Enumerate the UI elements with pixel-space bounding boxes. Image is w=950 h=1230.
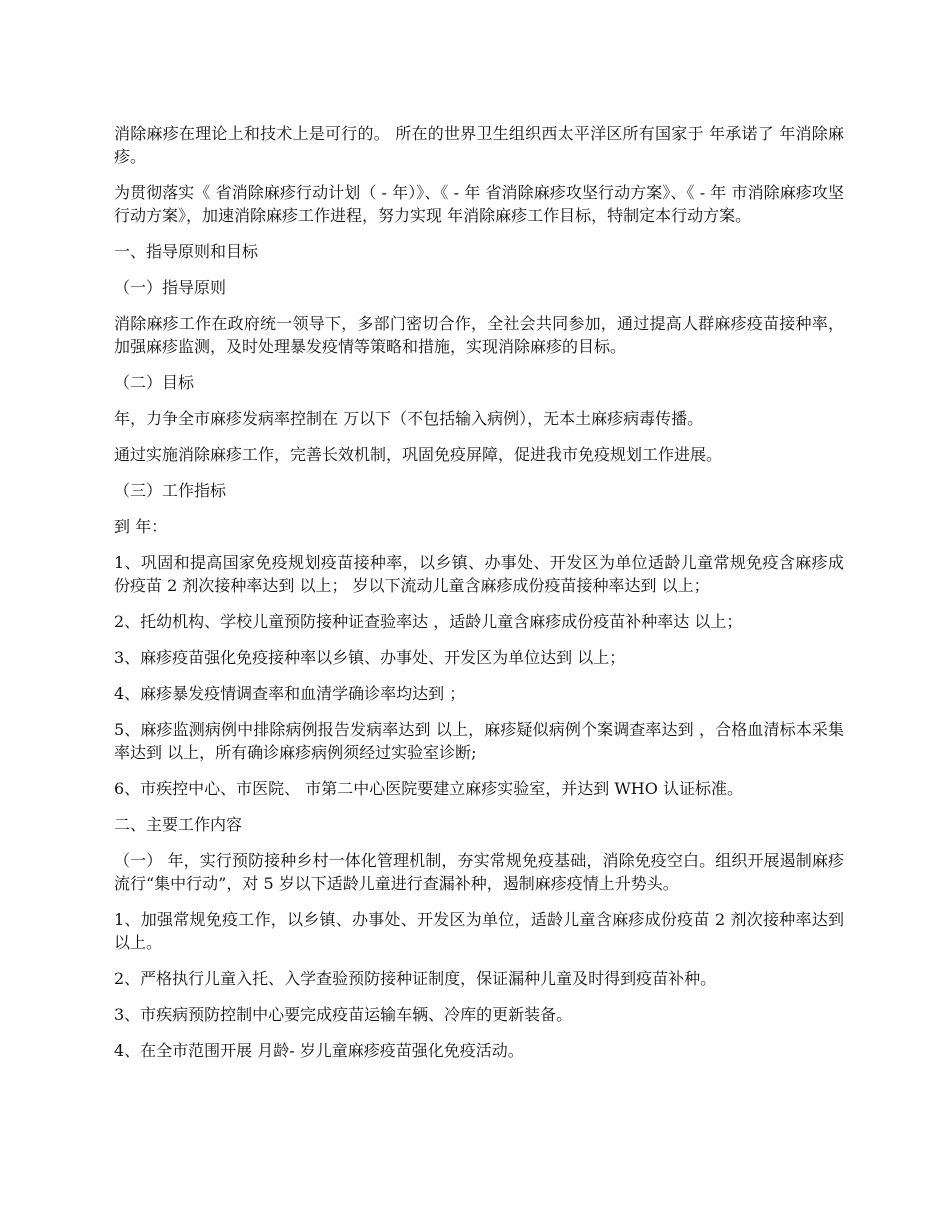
indicator-item-2: 2、托幼机构、学校儿童预防接种证查验率达 ，适龄儿童含麻疹成份疫苗补种率达 以上； (114, 612, 743, 631)
work-item-4: 4、在全市范围开展 月龄- 岁儿童麻疹疫苗强化免疫活动。 (114, 1041, 524, 1060)
section-heading-2: 二、主要工作内容 (114, 815, 243, 834)
work-item-2: 2、严格执行儿童入托、入学查验预防接种证制度，保证漏种儿童及时得到疫苗补种。 (114, 969, 717, 988)
goal-paragraph-2: 通过实施消除麻疹工作，完善长效机制，巩固免疫屏障，促进我市免疫规划工作进展。 (114, 445, 723, 464)
work-content-paragraph: （一） 年，实行预防接种乡村一体化管理机制，夯实常规免疫基础，消除免疫空白。组织开展遏制麻疹流行“集中行动”，对 5 岁以下适龄儿童进行查漏补种，遏制麻疹疫情上升势头。 (114, 851, 844, 893)
section-heading-1: 一、指导原则和目标 (114, 242, 259, 261)
indicator-item-5: 5、麻疹监测病例中排除病例报告发病率达到 以上，麻疹疑似病例个案调查率达到 ，合格血清标本采集率达到 以上，所有确诊麻疹病例须经过实验室诊断; (114, 720, 844, 762)
work-item-3: 3、市疾病预防控制中心要完成疫苗运输车辆、冷库的更新装备。 (114, 1005, 573, 1024)
indicator-item-4: 4、麻疹暴发疫情调查率和血清学确诊率均达到 ； (114, 684, 466, 703)
subsection-heading-goals: （二）目标 (114, 373, 195, 392)
subsection-heading-indicators: （三）工作指标 (114, 481, 227, 500)
goal-paragraph-1: 年，力争全市麻疹发病率控制在 万以下（不包括输入病例），无本土麻疹病毒传播。 (114, 409, 704, 428)
purpose-paragraph: 为贯彻落实《 省消除麻疹行动计划（ - 年）》、《 - 年 省消除麻疹攻坚行动方案》、《 - 年 市消除麻疹攻坚行动方案》，加速消除麻疹工作进程，努力实现 年消除麻疹工作目标，特制定本行动方案。 (114, 183, 844, 225)
subsection-heading-principles: （一）指导原则 (114, 278, 227, 297)
document-page (114, 122, 844, 1075)
indicator-item-6: 6、市疾控中心、市医院、 市第二中心医院要建立麻疹实验室，并达到 WHO 认证标准。 (114, 779, 743, 798)
indicator-item-1: 1、巩固和提高国家免疫规划疫苗接种率，以乡镇、办事处、开发区为单位适龄儿童常规免疫含麻疹成份疫苗 2 剂次接种率达到 以上； 岁以下流动儿童含麻疹成份疫苗接种率达到 以上； (114, 553, 844, 595)
indicators-intro: 到 年： (114, 517, 168, 536)
indicator-item-3: 3、麻疹疫苗强化免疫接种率以乡镇、办事处、开发区为单位达到 以上； (114, 648, 626, 667)
intro-paragraph: 消除麻疹在理论上和技术上是可行的。 所在的世界卫生组织西太平洋区所有国家于 年承诺了 年消除麻疹。 (114, 124, 844, 166)
principles-paragraph: 消除麻疹工作在政府统一领导下，多部门密切合作，全社会共同参加，通过提高人群麻疹疫苗接种率，加强麻疹监测，及时处理暴发疫情等策略和措施，实现消除麻疹的目标。 (114, 314, 844, 356)
work-item-1: 1、加强常规免疫工作，以乡镇、办事处、开发区为单位，适龄儿童含麻疹成份疫苗 2 剂次接种率达到 以上。 (114, 910, 844, 952)
